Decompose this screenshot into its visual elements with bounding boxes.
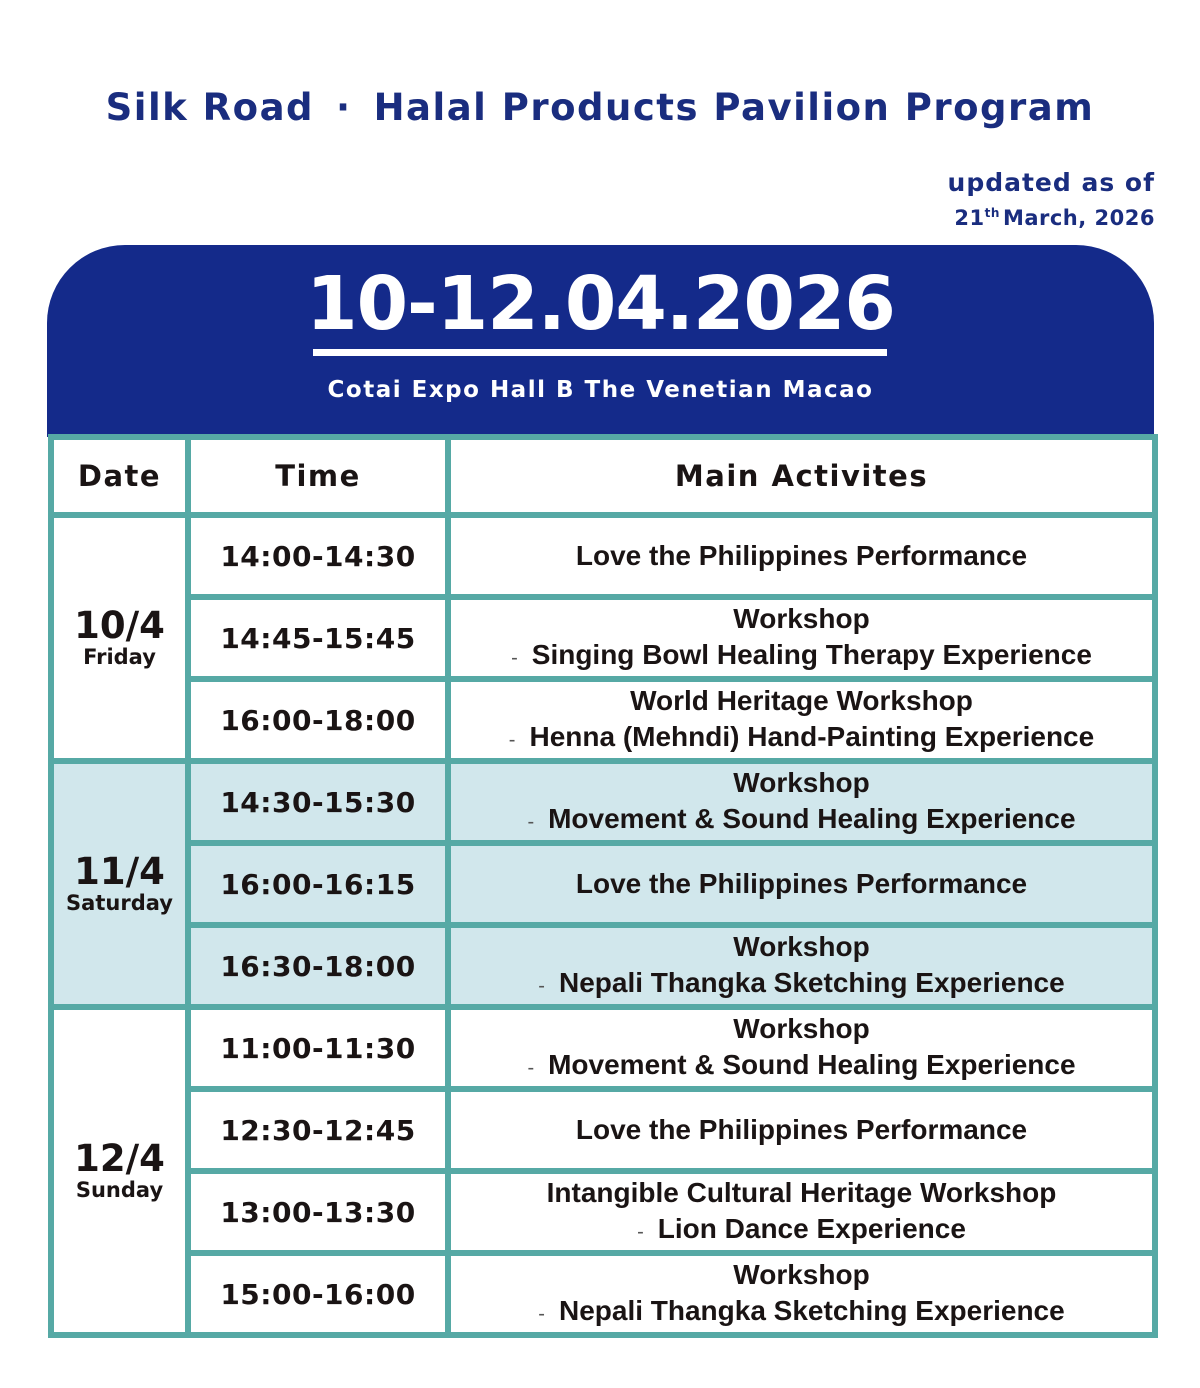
activity-subtitle-text: Movement & Sound Healing Experience xyxy=(548,1048,1076,1080)
table-row xyxy=(51,925,1155,1007)
activity-title: Love the Philippines Performance xyxy=(575,540,1028,571)
activity-title: Workshop xyxy=(733,930,870,962)
title-separator: · xyxy=(336,86,352,129)
dash-bullet: - xyxy=(527,1056,535,1079)
activity-title: Workshop xyxy=(733,1258,870,1290)
table-row xyxy=(51,597,1155,679)
event-banner xyxy=(47,245,1154,437)
weekday-label: Friday xyxy=(83,645,156,669)
time-cell: 16:30-18:00 xyxy=(188,925,448,1007)
activity-subtitle xyxy=(451,719,1152,758)
date-cell xyxy=(51,1007,188,1335)
activity-title: Workshop xyxy=(733,766,870,798)
time-cell: 11:00-11:30 xyxy=(188,1007,448,1089)
dash-bullet: - xyxy=(637,1220,644,1243)
column-header-date: Date xyxy=(51,437,188,515)
activity-cell xyxy=(448,597,1155,679)
time-cell: 13:00-13:30 xyxy=(188,1171,448,1253)
activity-cell xyxy=(448,843,1155,925)
activity-cell xyxy=(448,515,1155,597)
dash-bullet: - xyxy=(538,974,545,997)
date-cell xyxy=(51,515,188,761)
table-row xyxy=(51,1089,1155,1171)
title-right: Halal Products Pavilion Program xyxy=(373,86,1095,129)
dash-bullet: - xyxy=(527,810,535,833)
activity-subtitle xyxy=(451,801,1152,840)
activity-subtitle-text: Henna (Mehndi) Hand-Painting Experience xyxy=(529,720,1095,752)
activity-subtitle-text: Movement & Sound Healing Experience xyxy=(548,802,1076,834)
activity-cell xyxy=(448,1253,1155,1335)
table-row xyxy=(51,761,1155,843)
activity-title: Love the Philippines Performance xyxy=(575,868,1028,899)
activity-subtitle xyxy=(451,1211,1152,1250)
table-row xyxy=(51,679,1155,761)
activity-cell xyxy=(448,1089,1155,1171)
table-row xyxy=(51,1171,1155,1253)
time-cell: 12:30-12:45 xyxy=(188,1089,448,1171)
dash-bullet: - xyxy=(538,1302,545,1325)
activity-subtitle xyxy=(451,637,1152,676)
time-cell: 15:00-16:00 xyxy=(188,1253,448,1335)
time-cell: 16:00-16:15 xyxy=(188,843,448,925)
updated-note xyxy=(948,168,1155,233)
table-row xyxy=(51,1007,1155,1089)
updated-label: updated as of xyxy=(947,168,1155,197)
activity-title: World Heritage Workshop xyxy=(630,684,973,716)
activity-cell xyxy=(448,1171,1155,1253)
activity-cell xyxy=(448,679,1155,761)
program-table xyxy=(48,434,1158,1338)
table-row xyxy=(51,1253,1155,1335)
page-title xyxy=(0,86,1200,129)
column-header-time: Time xyxy=(188,437,448,515)
weekday-label: Saturday xyxy=(66,891,173,915)
activity-subtitle xyxy=(451,965,1152,1004)
activity-title: Intangible Cultural Heritage Workshop xyxy=(546,1176,1057,1208)
activity-title: Workshop xyxy=(733,602,870,634)
date-cell xyxy=(51,761,188,1007)
activity-subtitle-text: Nepali Thangka Sketching Experience xyxy=(558,1294,1065,1326)
column-header-activities: Main Activites xyxy=(448,437,1155,515)
dash-bullet: - xyxy=(508,728,516,751)
date-number: 10/4 xyxy=(74,604,165,647)
time-cell: 14:45-15:45 xyxy=(188,597,448,679)
title-left: Silk Road xyxy=(105,86,315,129)
table-row xyxy=(51,515,1155,597)
event-dates: 10-12.04.2026 xyxy=(306,261,895,347)
banner-divider xyxy=(313,349,887,356)
weekday-label: Sunday xyxy=(75,1178,164,1202)
dash-bullet: - xyxy=(511,646,518,669)
activity-subtitle xyxy=(451,1293,1152,1332)
time-cell: 14:30-15:30 xyxy=(188,761,448,843)
activity-subtitle-text: Singing Bowl Healing Therapy Experience xyxy=(531,638,1092,670)
activity-title: Workshop xyxy=(733,1012,870,1044)
activity-cell xyxy=(448,761,1155,843)
table-row xyxy=(51,843,1155,925)
activity-subtitle xyxy=(451,1047,1152,1086)
activity-subtitle-text: Lion Dance Experience xyxy=(657,1212,966,1244)
activity-subtitle-text: Nepali Thangka Sketching Experience xyxy=(558,966,1065,998)
time-cell: 14:00-14:30 xyxy=(188,515,448,597)
date-number: 12/4 xyxy=(74,1137,165,1180)
event-venue: Cotai Expo Hall B The Venetian Macao xyxy=(327,377,874,403)
time-cell: 16:00-18:00 xyxy=(188,679,448,761)
updated-date: 21th March, 2026 xyxy=(954,206,1155,230)
activity-cell xyxy=(448,925,1155,1007)
date-number: 11/4 xyxy=(74,850,165,893)
activity-cell xyxy=(448,1007,1155,1089)
activity-title: Love the Philippines Performance xyxy=(575,1114,1028,1145)
table-header-row xyxy=(51,437,1155,515)
